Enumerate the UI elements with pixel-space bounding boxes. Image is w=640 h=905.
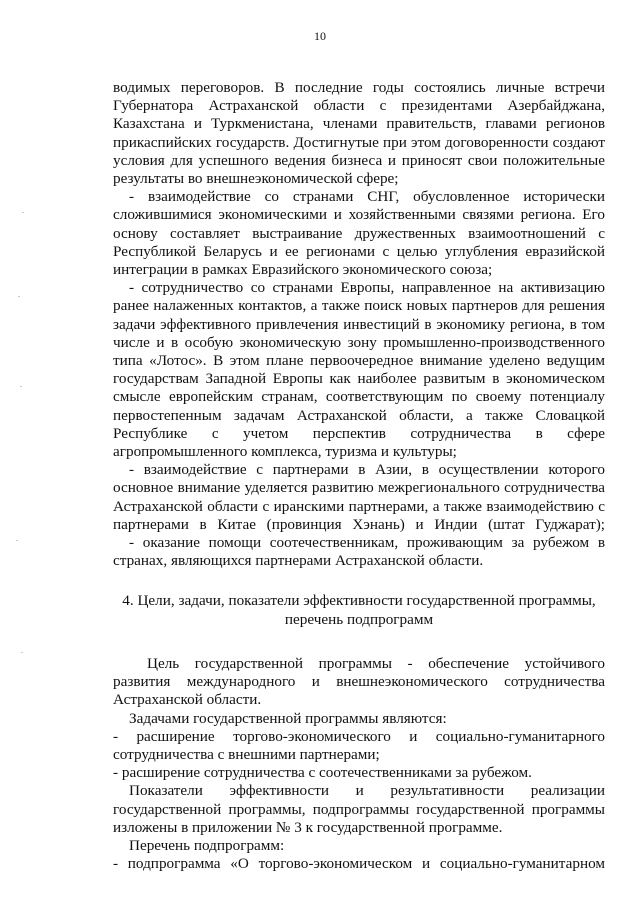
scan-speck <box>20 386 22 387</box>
paragraph-asia-cooperation: - взаимодействие с партнерами в Азии, в осуществлении которого основное внимание уделяется развитию межрегионального сотрудничества Астраханской области с иранскими партнерами, а также взаимодействию с партнерами в Китае (провинция Хэнань) и Индии (штат Гуджарат); <box>113 461 605 533</box>
document-body <box>113 79 605 873</box>
list-item-trade-cooperation: - расширение торгово-экономического и социально-гуманитарного сотрудничества с внешними партнерами; <box>113 727 605 763</box>
section-heading <box>113 592 605 628</box>
scan-speck <box>21 652 23 653</box>
list-item-subprogram: - подпрограмма «О торгово-экономическом и социально-гуманитарном <box>113 855 605 873</box>
scan-speck <box>18 296 20 297</box>
paragraph-compatriots: - оказание помощи соотечественникам, проживающим за рубежом в странах, являющихся партнерами Астраханской области. <box>113 534 605 570</box>
paragraph-negotiations: водимых переговоров. В последние годы состоялись личные встречи Губернатора Астраханской области с президентами Азербайджана, Казахстана и Туркменистана, членами правительств, главами регионов прикаспийских государств. Достигнутые при этом договоренности создают условия для успешного ведения бизнеса и приносят свои положительные результаты во внешнеэкономической сфере; <box>113 79 605 188</box>
paragraph-europe-cooperation: - сотрудничество со странами Европы, направленное на активизацию ранее налаженных контактов, а также поиск новых партнеров для решения задачи эффективного привлечения инвестиций в экономику региона, в том числе и в особую экономическую зону промышленно-производственного типа «Лотос». В этом плане первоочередное внимание уделено ведущим государствам Западной Европы как наиболее развитым в экономическом смысле европейским странам, соответствующим по своему потенциалу первостепенным задачам Астраханской области, а также Словацкой Республике с учетом перспектив сотрудничества в сфере агропромышленного комплекса, туризма и культуры; <box>113 279 605 461</box>
section-heading-line2: перечень подпрограмм <box>284 610 434 628</box>
scan-speck <box>22 212 24 213</box>
page-number: 10 <box>314 29 326 43</box>
paragraph-indicators: Показатели эффективности и результативности реализации государственной программы, подпрограммы государственной программы изложены в приложении № 3 к государственной программе. <box>113 782 605 836</box>
scan-speck <box>16 540 18 541</box>
list-item-compatriots-cooperation: - расширение сотрудничества с соотечественниками за рубежом. <box>113 764 532 782</box>
section-heading-line1: 4. Цели, задачи, показатели эффективности государственной программы, <box>122 592 596 610</box>
paragraph-cis-cooperation: - взаимодействие со странами СНГ, обусловленное исторически сложившимися экономическими и хозяйственными связями региона. Его основу составляет выстраивание дружественных взаимоотношений с Республикой Беларусь и ее регионами с целью углубления евразийской интеграции в рамках Евразийского экономического союза; <box>113 188 605 279</box>
paragraph-goal: Цель государственной программы - обеспечение устойчивого развития международного и внешнеэкономического сотрудничества Астраханской области. <box>113 654 605 709</box>
paragraph-subprograms-intro: Перечень подпрограмм: <box>129 836 285 854</box>
paragraph-tasks-intro: Задачами государственной программы являются: <box>129 709 447 727</box>
